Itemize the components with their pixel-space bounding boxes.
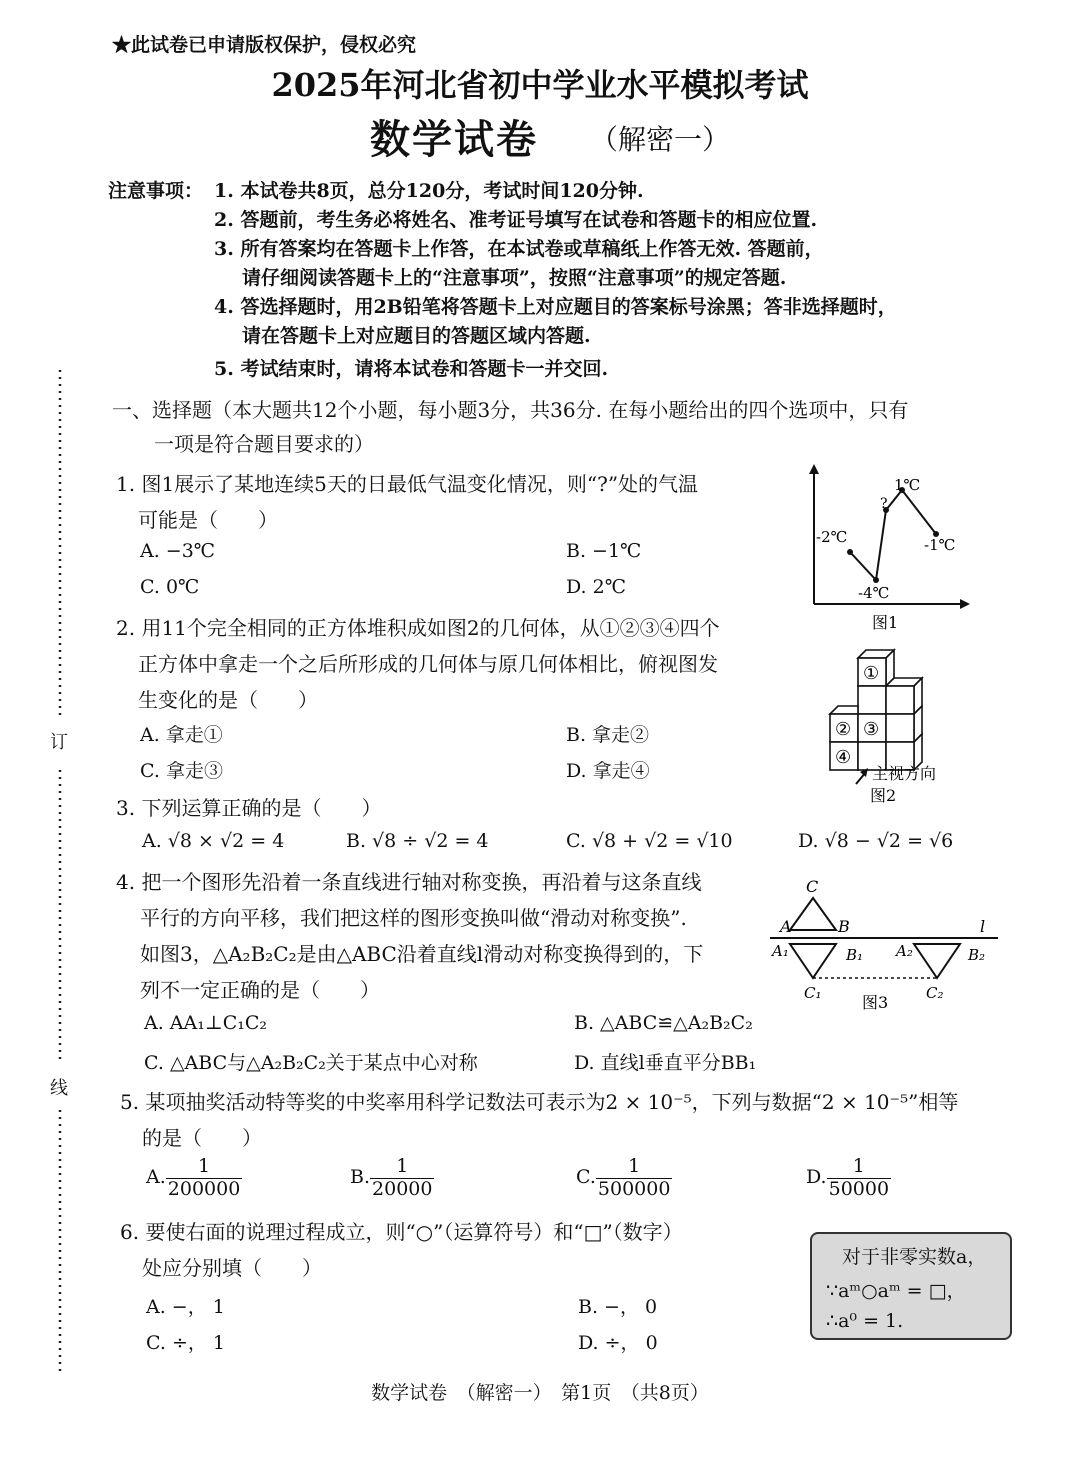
notice-item: 请仔细阅读答题卡上的“注意事项”，按照“注意事项”的规定答题. <box>242 267 787 289</box>
fig1-caption: 图1 <box>872 613 899 632</box>
box-line: ∵aᵐ○aᵐ = □， <box>826 1280 966 1302</box>
notice-item: 3. 所有答案均在答题卡上作答，在本试卷或草稿纸上作答无效. 答题前， <box>214 238 824 260</box>
q5-fraction <box>166 1156 243 1201</box>
fig1-label: -1℃ <box>924 536 956 554</box>
q2-stem-cont: 生变化的是（ ） <box>138 688 318 712</box>
figure-2 <box>826 646 976 808</box>
fig3-label: A₂ <box>896 942 913 960</box>
q1-option-d: D. 2℃ <box>566 576 626 598</box>
q4-option-d: D. 直线l垂直平分BB₁ <box>574 1052 757 1074</box>
q6-option-c: C. ÷， 1 <box>146 1332 225 1354</box>
fig1-label: -2℃ <box>816 528 848 546</box>
section-heading: 一、选择题（本大题共12个小题，每小题3分，共36分. 在每小题给出的四个选项中，只有 <box>112 398 909 422</box>
q3-option-b: B. √8 ÷ √2 = 4 <box>346 830 489 852</box>
q5-stem-cont: 的是（ ） <box>142 1126 262 1150</box>
fig3-caption: 图3 <box>862 993 889 1012</box>
q6-option-d: D. ÷， 0 <box>578 1332 658 1354</box>
q2-stem-cont: 正方体中拿走一个之后所形成的几何体与原几何体相比，俯视图发 <box>138 652 718 676</box>
q2-stem: 2. 用11个完全相同的正方体堆积成如图2的几何体，从①②③④四个 <box>116 616 720 640</box>
fig2-mark: ④ <box>835 747 852 768</box>
q5-fraction <box>370 1156 434 1201</box>
notice-item: 5. 考试结束时，请将本试卷和答题卡一并交回. <box>214 358 609 380</box>
edition-label: （解密一） <box>590 123 731 156</box>
q4-stem-cont: 平行的方向平移，我们把这样的图形变换叫做“滑动对称变换”. <box>140 906 687 930</box>
fig3-label: C₁ <box>804 984 822 1002</box>
fraction-denominator: 20000 <box>372 1177 433 1200</box>
fraction-denominator: 50000 <box>828 1177 890 1200</box>
notice-item: 请在答题卡上对应题目的答题区域内答题. <box>242 325 591 347</box>
fraction-numerator: 1 <box>596 1156 673 1179</box>
copyright-notice: ★此试卷已申请版权保护，侵权必究 <box>112 34 417 56</box>
fig2-caption: 图2 <box>870 786 897 805</box>
binding-line <box>40 370 80 1380</box>
q5-option-letter: B. <box>350 1165 371 1188</box>
fig2-mark: ③ <box>863 719 880 740</box>
fig3-label: A <box>780 917 792 936</box>
q4-option-b: B. △ABC≌△A₂B₂C₂ <box>574 1012 753 1034</box>
fig2-mark: ② <box>835 719 852 740</box>
subject-title: 数学试卷 <box>370 116 538 163</box>
q5-option-letter: C. <box>576 1165 596 1188</box>
q5-fraction <box>596 1156 673 1201</box>
q6-stem-cont: 处应分别填（ ） <box>142 1256 322 1280</box>
q1-option-c: C. 0℃ <box>140 576 200 598</box>
q3-option-d: D. √8 − √2 = √6 <box>798 830 954 852</box>
fig1-label: ? <box>880 496 888 512</box>
q3-stem: 3. 下列运算正确的是（ ） <box>116 796 382 820</box>
q3-option-c: C. √8 + √2 = √10 <box>566 830 733 852</box>
fig2-direction: 主视方向 <box>872 764 937 783</box>
fig3-label: B <box>838 917 850 936</box>
page-footer: 数学试卷 （解密一） 第1页 （共8页） <box>371 1382 709 1404</box>
notice-item: 4. 答选择题时，用2B铅笔将答题卡上对应题目的答案标号涂黑；答非选择题时， <box>214 296 897 318</box>
fig3-label: C₂ <box>926 984 944 1002</box>
fraction-denominator: 500000 <box>597 1177 671 1200</box>
q4-option-c: C. △ABC与△A₂B₂C₂关于某点中心对称 <box>144 1052 478 1074</box>
q5-option-c <box>576 1156 672 1201</box>
fig1-label: -4℃ <box>858 584 890 602</box>
figure-3 <box>764 874 1004 1014</box>
fraction-denominator: 200000 <box>167 1177 241 1200</box>
section-heading-cont: 一项是符合题目要求的） <box>154 432 374 456</box>
binding-char-ding: 订 <box>50 732 68 753</box>
fraction-numerator: 1 <box>827 1156 891 1179</box>
q5-option-b <box>350 1156 434 1201</box>
q5-option-letter: A. <box>146 1165 166 1188</box>
q5-option-a <box>146 1156 242 1201</box>
box-line: ∴a⁰ = 1. <box>826 1310 904 1332</box>
q6-stem: 6. 要使右面的说理过程成立，则“○”（运算符号）和“□”（数字） <box>120 1220 683 1244</box>
q6-option-b: B. −， 0 <box>578 1296 658 1318</box>
fraction-numerator: 1 <box>166 1156 243 1179</box>
q3-option-a: A. √8 × √2 = 4 <box>142 830 285 852</box>
fig3-label: C <box>806 877 819 896</box>
q5-option-d <box>806 1156 891 1201</box>
q4-stem: 4. 把一个图形先沿着一条直线进行轴对称变换，再沿着与这条直线 <box>116 870 702 894</box>
q2-option-a: A. 拿走① <box>140 724 223 746</box>
q4-option-a: A. AA₁⊥C₁C₂ <box>144 1012 268 1034</box>
q2-option-c: C. 拿走③ <box>140 760 223 782</box>
q1-stem-cont: 可能是（ ） <box>138 508 278 532</box>
q6-reasoning-box <box>810 1232 1012 1340</box>
q5-fraction <box>827 1156 891 1201</box>
exam-title: 2025年河北省初中学业水平模拟考试 <box>271 66 809 104</box>
q4-stem-cont: 列不一定正确的是（ ） <box>140 978 380 1002</box>
notice-item: 1. 本试卷共8页，总分120分，考试时间120分钟. <box>214 180 644 202</box>
q1-option-b: B. −1℃ <box>566 540 642 562</box>
fig3-label: l <box>980 917 986 936</box>
fig3-label: B₂ <box>968 946 986 964</box>
notice-label: 注意事项： <box>108 180 204 202</box>
fig1-label: 1℃ <box>894 476 921 494</box>
fig2-mark: ① <box>863 663 880 684</box>
q5-option-letter: D. <box>806 1165 827 1188</box>
notice-item: 2. 答题前，考生务必将姓名、准考证号填写在试卷和答题卡的相应位置. <box>214 209 818 231</box>
q4-stem-cont: 如图3，△A₂B₂C₂是由△ABC沿着直线l滑动对称变换得到的，下 <box>140 942 704 966</box>
figure-1 <box>800 460 980 635</box>
binding-char-xian: 线 <box>50 1078 68 1099</box>
q2-option-d: D. 拿走④ <box>566 760 650 782</box>
q6-option-a: A. −， 1 <box>146 1296 225 1318</box>
q5-stem: 5. 某项抽奖活动特等奖的中奖率用科学记数法可表示为2 × 10⁻⁵，下列与数据“2 × 10⁻⁵”相等 <box>120 1090 959 1114</box>
q1-option-a: A. −3℃ <box>140 540 216 562</box>
fig3-label: A₁ <box>772 942 789 960</box>
box-line: 对于非零实数a， <box>842 1246 987 1268</box>
q1-stem: 1. 图1展示了某地连续5天的日最低气温变化情况，则“?”处的气温 <box>116 472 699 496</box>
fraction-numerator: 1 <box>370 1156 434 1179</box>
fig3-label: B₁ <box>846 946 864 964</box>
q2-option-b: B. 拿走② <box>566 724 650 746</box>
